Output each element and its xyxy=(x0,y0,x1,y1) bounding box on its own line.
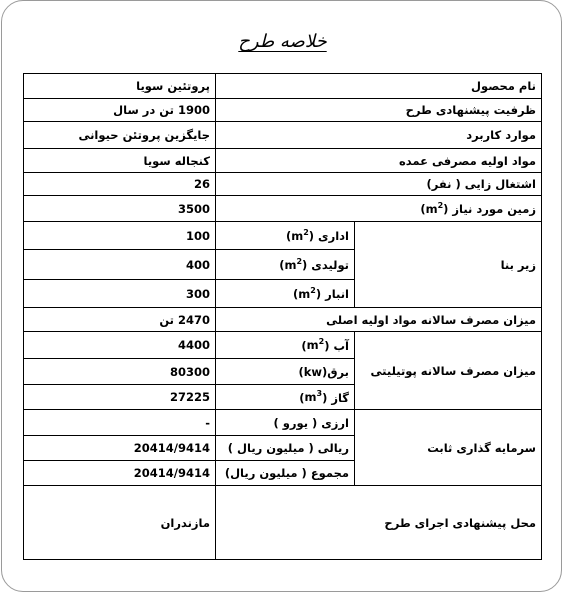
group-label: سرمایه گذاری ثابت xyxy=(355,410,542,486)
sub-label: اداری $(m^2)$ xyxy=(216,222,355,250)
row-label: مواد اولیه مصرفی عمده xyxy=(216,149,542,173)
table-row xyxy=(24,149,542,173)
table-row xyxy=(24,173,542,196)
row-value: 1900 تن در سال xyxy=(24,99,216,122)
table-row xyxy=(24,410,542,436)
row-label: موارد کاربرد xyxy=(216,122,542,149)
sub-label: گاز $(m^3)$ xyxy=(216,385,355,410)
sub-label: ریالی ( میلیون ریال ) xyxy=(216,436,355,461)
sub-label: برق(kw) xyxy=(216,359,355,385)
table-row xyxy=(24,122,542,149)
row-value: 27225 xyxy=(24,385,216,410)
row-value: 400 xyxy=(24,250,216,280)
summary-table xyxy=(23,73,542,560)
row-value: 300 xyxy=(24,280,216,308)
page-title xyxy=(0,31,565,52)
table-row xyxy=(24,222,542,250)
table-row xyxy=(24,99,542,122)
sub-label: تولیدی $(m^2)$ xyxy=(216,250,355,280)
row-label: محل پیشنهادی اجرای طرح xyxy=(216,486,542,560)
row-value: - xyxy=(24,410,216,436)
table-row xyxy=(24,196,542,222)
row-value: 26 xyxy=(24,173,216,196)
table-row xyxy=(24,74,542,99)
row-value: 3500 xyxy=(24,196,216,222)
group-label: زیر بنا xyxy=(355,222,542,308)
row-label: اشتغال زایی ( نفر) xyxy=(216,173,542,196)
row-label: ظرفیت پیشنهادی طرح xyxy=(216,99,542,122)
row-label: نام محصول xyxy=(216,74,542,99)
sub-label: مجموع ( میلیون ریال) xyxy=(216,461,355,486)
sub-label: آب $(m^2)$ xyxy=(216,332,355,359)
row-value: کنجاله سویا xyxy=(24,149,216,173)
row-value: 20414/9414 xyxy=(24,436,216,461)
row-value: مازندران xyxy=(24,486,216,560)
row-label: میزان مصرف سالانه مواد اولیه اصلی xyxy=(216,308,542,332)
sub-label: انبار $(m^2)$ xyxy=(216,280,355,308)
group-label: میزان مصرف سالانه پوتیلیتی xyxy=(355,332,542,410)
row-value: 2470 تن xyxy=(24,308,216,332)
table-row xyxy=(24,486,542,560)
page-title-text: خلاصه طرح xyxy=(238,31,327,52)
row-value: 20414/9414 xyxy=(24,461,216,486)
row-value: پروتئین سویا xyxy=(24,74,216,99)
row-value: 4400 xyxy=(24,332,216,359)
row-value: جایگزین پروتئن حیوانی xyxy=(24,122,216,149)
sub-label: ارزی ( یورو ) xyxy=(216,410,355,436)
row-value: 80300 xyxy=(24,359,216,385)
row-value: 100 xyxy=(24,222,216,250)
row-label: زمین مورد نیاز $(m^2)$ xyxy=(216,196,542,222)
table-row xyxy=(24,308,542,332)
table-row xyxy=(24,332,542,359)
